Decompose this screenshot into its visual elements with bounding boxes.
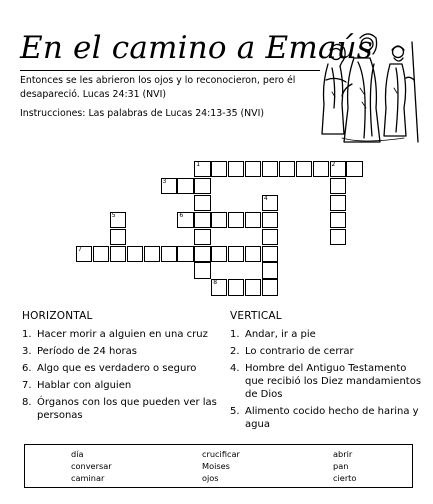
crossword-clue-number: 4 bbox=[263, 194, 268, 202]
crossword-cell bbox=[211, 212, 227, 228]
crossword-cell bbox=[313, 161, 329, 177]
crossword-cell bbox=[93, 246, 109, 262]
crossword-cell bbox=[127, 246, 143, 262]
clue-v4: 4. Hombre del Antiguo Testamento que recibió los Diez mandamientos de Dios bbox=[230, 363, 422, 400]
crossword-cell bbox=[330, 229, 346, 245]
clue-h1: 1. Hacer morir a alguien en una cruz bbox=[22, 329, 208, 340]
crossword-cell bbox=[228, 161, 244, 177]
crossword-cell bbox=[177, 212, 193, 228]
crossword-cell bbox=[296, 161, 312, 177]
crossword-cell bbox=[194, 178, 210, 194]
crossword-cell bbox=[194, 262, 210, 278]
clue-v1: 1. Andar, ir a pie bbox=[230, 329, 316, 340]
crossword-cell bbox=[110, 212, 126, 228]
crossword-cell bbox=[330, 161, 346, 177]
horizontal-heading: HORIZONTAL bbox=[22, 310, 93, 322]
word-bank-word: crucificar bbox=[202, 449, 240, 459]
crossword-cell bbox=[330, 178, 346, 194]
word-bank-word: cierto bbox=[333, 472, 357, 483]
clue-h8: 8. Órganos con los que pueden ver las personas bbox=[22, 397, 217, 421]
crossword-cell bbox=[194, 195, 210, 211]
clue-v5: 5. Alimento cocido hecho de harina y agua bbox=[230, 406, 419, 430]
crossword-cell bbox=[330, 212, 346, 228]
crossword-cell bbox=[262, 262, 278, 278]
crossword-cell bbox=[279, 161, 295, 177]
crossword-clue-number: 8 bbox=[213, 279, 218, 287]
crossword-cell bbox=[330, 195, 346, 211]
clue-h7: 7. Hablar con alguien bbox=[22, 380, 132, 391]
crossword-cell bbox=[262, 161, 278, 177]
crossword-cell bbox=[262, 195, 278, 211]
word-bank-word: día bbox=[71, 449, 84, 459]
bible-verse: Entonces se les abrieron los ojos y lo reconocieron, pero él desapareció. Lucas 24:31 (NVI) bbox=[20, 75, 296, 100]
crossword-cell bbox=[177, 178, 193, 194]
crossword-cell bbox=[194, 246, 210, 262]
crossword-cell bbox=[211, 279, 227, 295]
word-bank-word: abrir bbox=[333, 449, 353, 459]
word-bank-word: ojos bbox=[202, 472, 219, 483]
crossword-cell bbox=[110, 229, 126, 245]
crossword-cell bbox=[228, 279, 244, 295]
instructions-text: Instrucciones: Las palabras de Lucas 24:13-35 (NVI) bbox=[20, 108, 265, 119]
crossword-cell bbox=[194, 229, 210, 245]
clue-h3: 3. Período de 24 horas bbox=[22, 346, 137, 357]
crossword-cell bbox=[262, 246, 278, 262]
crossword-clue-number: 1 bbox=[196, 161, 201, 168]
crossword-cell bbox=[228, 246, 244, 262]
crossword-cell bbox=[245, 161, 261, 177]
crossword-cell bbox=[76, 246, 92, 262]
vertical-clues bbox=[230, 309, 425, 435]
crossword-cell bbox=[245, 212, 261, 228]
crossword-clue-number: 7 bbox=[78, 245, 82, 253]
crossword-cell bbox=[245, 246, 261, 262]
crossword-clue-number: 2 bbox=[331, 161, 336, 168]
word-bank-column-2 bbox=[202, 449, 240, 484]
crossword-cell bbox=[245, 279, 261, 295]
crossword-clue-number: 3 bbox=[162, 177, 167, 185]
crossword-cell bbox=[110, 246, 126, 262]
crossword-cell bbox=[161, 178, 177, 194]
crossword-cell bbox=[346, 161, 362, 177]
horizontal-clues bbox=[22, 309, 222, 426]
word-bank-word: Moises bbox=[202, 460, 230, 471]
crossword-cell bbox=[262, 229, 278, 245]
crossword-cell bbox=[194, 212, 210, 228]
word-bank-word: caminar bbox=[71, 472, 105, 483]
word-bank-column-1 bbox=[71, 449, 112, 484]
clue-h6: 6. Algo que es verdadero o seguro bbox=[22, 363, 197, 374]
crossword-cell bbox=[144, 246, 160, 262]
crossword-cell bbox=[194, 161, 210, 177]
crossword-cell bbox=[211, 246, 227, 262]
page-title: En el camino a Emaús bbox=[20, 30, 373, 66]
clue-v2: 2. Lo contrario de cerrar bbox=[230, 346, 354, 357]
word-bank-column-3 bbox=[333, 449, 356, 484]
word-bank-word: conversar bbox=[71, 460, 112, 471]
crossword-clue-number: 6 bbox=[179, 211, 184, 219]
crossword-cell bbox=[211, 161, 227, 177]
word-bank bbox=[24, 444, 413, 488]
crossword-cell bbox=[262, 212, 278, 228]
crossword-cell bbox=[228, 212, 244, 228]
crossword-cell bbox=[262, 279, 278, 295]
crossword-cell bbox=[177, 246, 193, 262]
word-bank-word: pan bbox=[333, 460, 349, 471]
vertical-heading: VERTICAL bbox=[230, 310, 282, 322]
crossword-cell bbox=[161, 246, 177, 262]
crossword-clue-number: 5 bbox=[111, 211, 116, 219]
